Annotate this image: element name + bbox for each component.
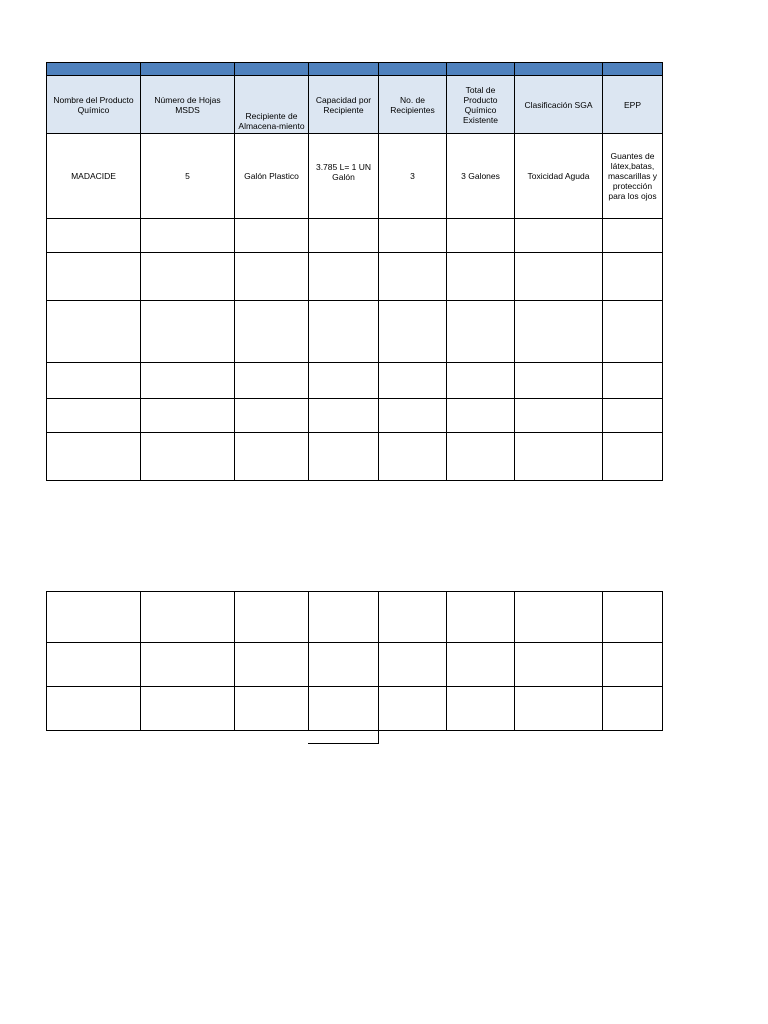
header-ghs-classification: Clasificación SGA [515,76,603,134]
cell-storage-container: Galón Plastico [235,134,309,219]
cell-capacity: 3.785 L= 1 UN Galón [309,134,379,219]
empty-row [47,687,663,731]
empty-row [47,592,663,643]
header-ppe: EPP [603,76,663,134]
header-storage-container: Recipiente de Almacena-miento [235,76,309,134]
header-capacity: Capacidad por Recipiente [309,76,379,134]
empty-row [47,433,663,481]
empty-row [47,643,663,687]
empty-row [47,363,663,399]
empty-row [47,253,663,301]
header-total-existing: Total de Producto Químico Existente [447,76,515,134]
cell-msds-sheets: 5 [141,134,235,219]
header-msds-sheets: Número de Hojas MSDS [141,76,235,134]
stray-border-line [308,730,379,744]
cell-ghs-classification: Toxicidad Aguda [515,134,603,219]
header-container-count: No. de Recipientes [379,76,447,134]
chemical-inventory-table [46,62,663,481]
empty-row [47,301,663,363]
cell-total-existing: 3 Galones [447,134,515,219]
continuation-table [46,591,663,731]
empty-row [47,219,663,253]
table-row [47,134,663,219]
cell-ppe: Guantes de látex,batas, mascarillas y protección para los ojos [603,134,663,219]
header-band-row [47,63,663,76]
header-row [47,76,663,134]
cell-product-name: MADACIDE [47,134,141,219]
header-product-name: Nombre del Producto Químico [47,76,141,134]
empty-row [47,399,663,433]
cell-container-count: 3 [379,134,447,219]
